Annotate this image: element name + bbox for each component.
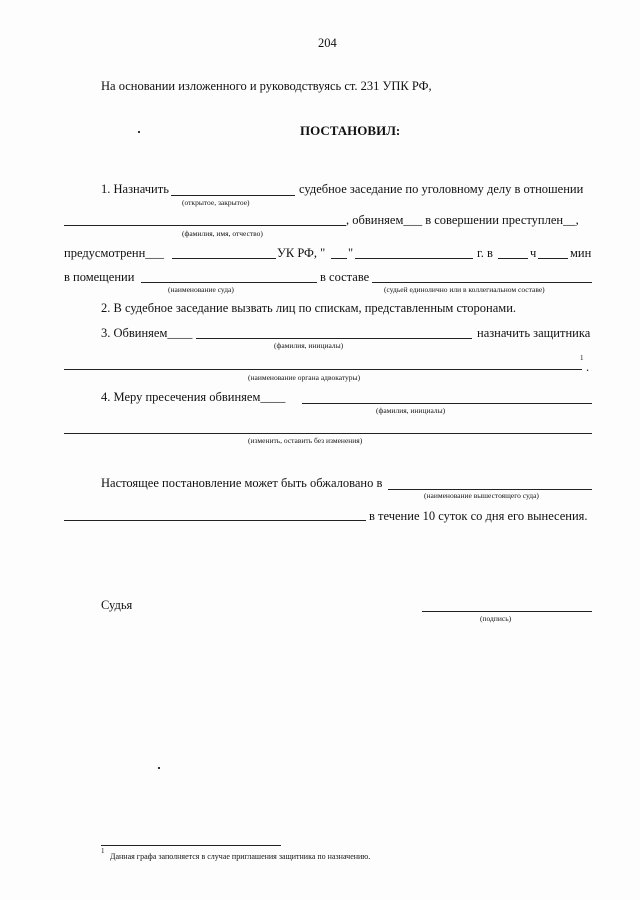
caption-restraint-accused: (фамилия, инициалы) — [376, 406, 446, 415]
line-day[interactable] — [331, 258, 347, 259]
intro-text: На основании изложенного и руководствуясь ст. 231 УПК РФ, — [101, 79, 432, 93]
item1-quote: " — [348, 246, 354, 260]
caption-signature: (подпись) — [480, 614, 512, 623]
line-court[interactable] — [141, 282, 317, 283]
caption-bar-association: (наименование органа адвокатуры) — [248, 373, 361, 382]
appeal-period-text: в течение 10 суток со дня его вынесения. — [369, 509, 588, 523]
item1-provided-text: предусмотренн___ — [64, 246, 165, 260]
item3-defender-text: назначить защитника — [477, 326, 591, 340]
caption-court: (наименование суда) — [168, 285, 234, 294]
caption-composition: (судьей единолично или в коллегиальном составе) — [384, 285, 545, 294]
item1-room-text: в помещении — [64, 270, 135, 284]
item1-year-text: г. в — [477, 246, 493, 260]
caption-accused-initials: (фамилия, инициалы) — [274, 341, 344, 350]
appeal-text: Настоящее постановление может быть обжаловано в — [101, 476, 383, 490]
footnote-ref: 1 — [580, 354, 584, 362]
line-restraint-decision[interactable] — [64, 433, 592, 434]
item1-text: судебное заседание по уголовному делу в отношении — [299, 182, 584, 196]
item3-label: 3. Обвиняем____ — [101, 326, 193, 340]
item1-accused-text: , обвиняем___ в совершении преступлен__, — [346, 213, 579, 227]
heading: ПОСТАНОВИЛ: — [300, 123, 401, 138]
caption-restraint-decision: (изменить, оставить без изменения) — [248, 436, 363, 445]
caption-session-type: (открытое, закрытое) — [182, 198, 250, 207]
line-signature[interactable] — [422, 611, 592, 612]
line-accused-initials[interactable] — [196, 338, 472, 339]
item1-label: 1. Назначить — [101, 182, 169, 196]
line-higher-court[interactable] — [388, 489, 592, 490]
footnote-separator — [101, 845, 281, 846]
item3-period: . — [586, 360, 590, 374]
line-bar-association[interactable] — [64, 369, 582, 370]
line-session-type[interactable] — [171, 195, 295, 196]
line-composition[interactable] — [372, 282, 592, 283]
judge-label: Судья — [101, 598, 133, 612]
item4-label: 4. Меру пресечения обвиняем____ — [101, 390, 286, 404]
page-number: 204 — [318, 36, 337, 50]
line-accused-name[interactable] — [64, 225, 346, 226]
line-restraint-accused[interactable] — [302, 403, 592, 404]
line-hours[interactable] — [498, 258, 528, 259]
line-article[interactable] — [172, 258, 276, 259]
item1-minutes-text: мин — [570, 246, 592, 260]
item1-composition-text: в составе — [320, 270, 370, 284]
caption-accused-name: (фамилия, имя, отчество) — [182, 229, 263, 238]
caption-higher-court: (наименование вышестоящего суда) — [424, 491, 539, 500]
item1-code-text: УК РФ, " — [277, 246, 326, 260]
footnote-mark: 1 — [101, 847, 105, 855]
page-dot — [158, 767, 160, 769]
footnote-text: Данная графа заполняется в случае приглашения защитника по назначению. — [110, 852, 371, 861]
line-minutes[interactable] — [538, 258, 568, 259]
line-higher-court-continued[interactable] — [64, 520, 366, 521]
item1-hours-text: ч — [530, 246, 537, 260]
line-month[interactable] — [355, 258, 473, 259]
item2-text: 2. В судебное заседание вызвать лиц по спискам, представленным сторонами. — [101, 301, 517, 315]
page-dot — [138, 131, 140, 133]
